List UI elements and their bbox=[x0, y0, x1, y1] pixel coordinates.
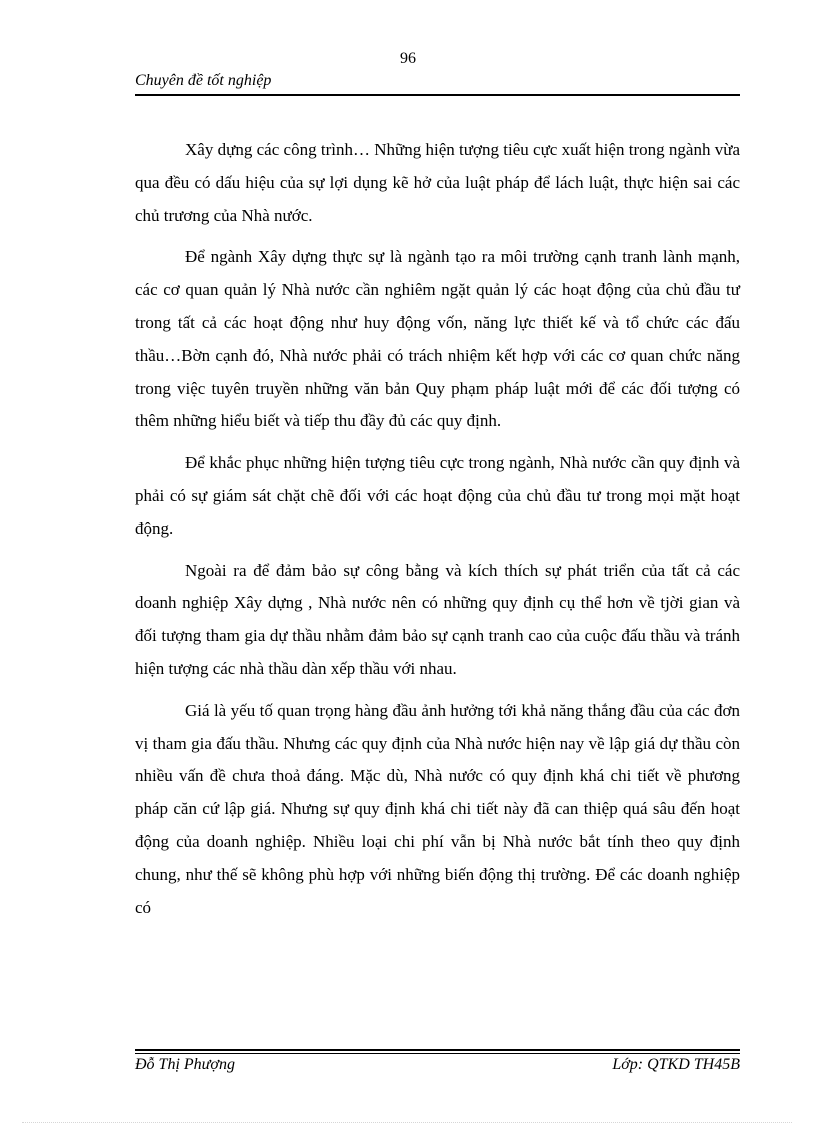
page-number: 96 bbox=[400, 50, 416, 67]
footer-author: Đỗ Thị Phượng bbox=[135, 1056, 235, 1073]
paragraph: Để ngành Xây dựng thực sự là ngành tạo ra môi trường cạnh tranh lành mạnh, các cơ quan quản lý Nhà nước cần nghiêm ngặt quản lý các hoạt động của chủ đầu tư trong tất cả các hoạt động như huy động vốn, năng lực thiết kế và tổ chức các đấu thầu…Bờn cạnh đó, Nhà nước phải có trách nhiệm kết hợp với các cơ quan chức năng trong việc tuyên truyền những văn bản Quy phạm pháp luật mới để các đối tượng có thêm những hiểu biết và tiếp thu đầy đủ các quy định. bbox=[135, 247, 740, 431]
paragraph: Xây dựng các công trình… Những hiện tượng tiêu cực xuất hiện trong ngành vừa qua đều có dấu hiệu của sự lợi dụng kẽ hở của luật pháp để lách luật, thực hiện sai các chủ trương của Nhà nước. bbox=[135, 140, 740, 225]
header-title: Chuyên đề tốt nghiệp bbox=[135, 72, 272, 89]
footer-rule bbox=[135, 1049, 740, 1051]
paragraph: Giá là yếu tố quan trọng hàng đầu ảnh hưởng tới khả năng thắng đầu của các đơn vị tham gia đấu thầu. Nhưng các quy định của Nhà nước hiện nay về lập giá dự thầu còn nhiều vấn đề chưa thoả đáng. Mặc dù, Nhà nước có quy định khá chi tiết về phương pháp căn cứ lập giá. Nhưng sự quy định khá chi tiết này đã can thiệp quá sâu đến hoạt động của doanh nghiệp. Nhiều loại chi phí vẫn bị Nhà nước bắt tính theo quy định chung, như thế sẽ không phù hợp với những biến động thị trường. Để các doanh nghiệp có bbox=[135, 700, 740, 917]
header-rule bbox=[135, 94, 740, 96]
paragraph: Để khắc phục những hiện tượng tiêu cực trong ngành, Nhà nước cần quy định và phải có sự giám sát chặt chẽ đối với các hoạt động của chủ đầu tư trong mọi mặt hoạt động. bbox=[135, 453, 740, 538]
footer-rule bbox=[135, 1053, 740, 1054]
footer-class: Lớp: QTKD TH45B bbox=[612, 1056, 740, 1073]
body-text bbox=[135, 134, 740, 933]
paragraph: Ngoài ra để đảm bảo sự công bằng và kích thích sự phát triển của tất cả các doanh nghiệp Xây dựng , Nhà nước nên có những quy định cụ thể hơn về tjời gian và đối tượng tham gia dự thầu nhằm đảm bảo sự cạnh tranh cao của cuộc đấu thầu và tránh hiện tượng các nhà thầu dàn xếp thầu với nhau. bbox=[135, 560, 740, 678]
